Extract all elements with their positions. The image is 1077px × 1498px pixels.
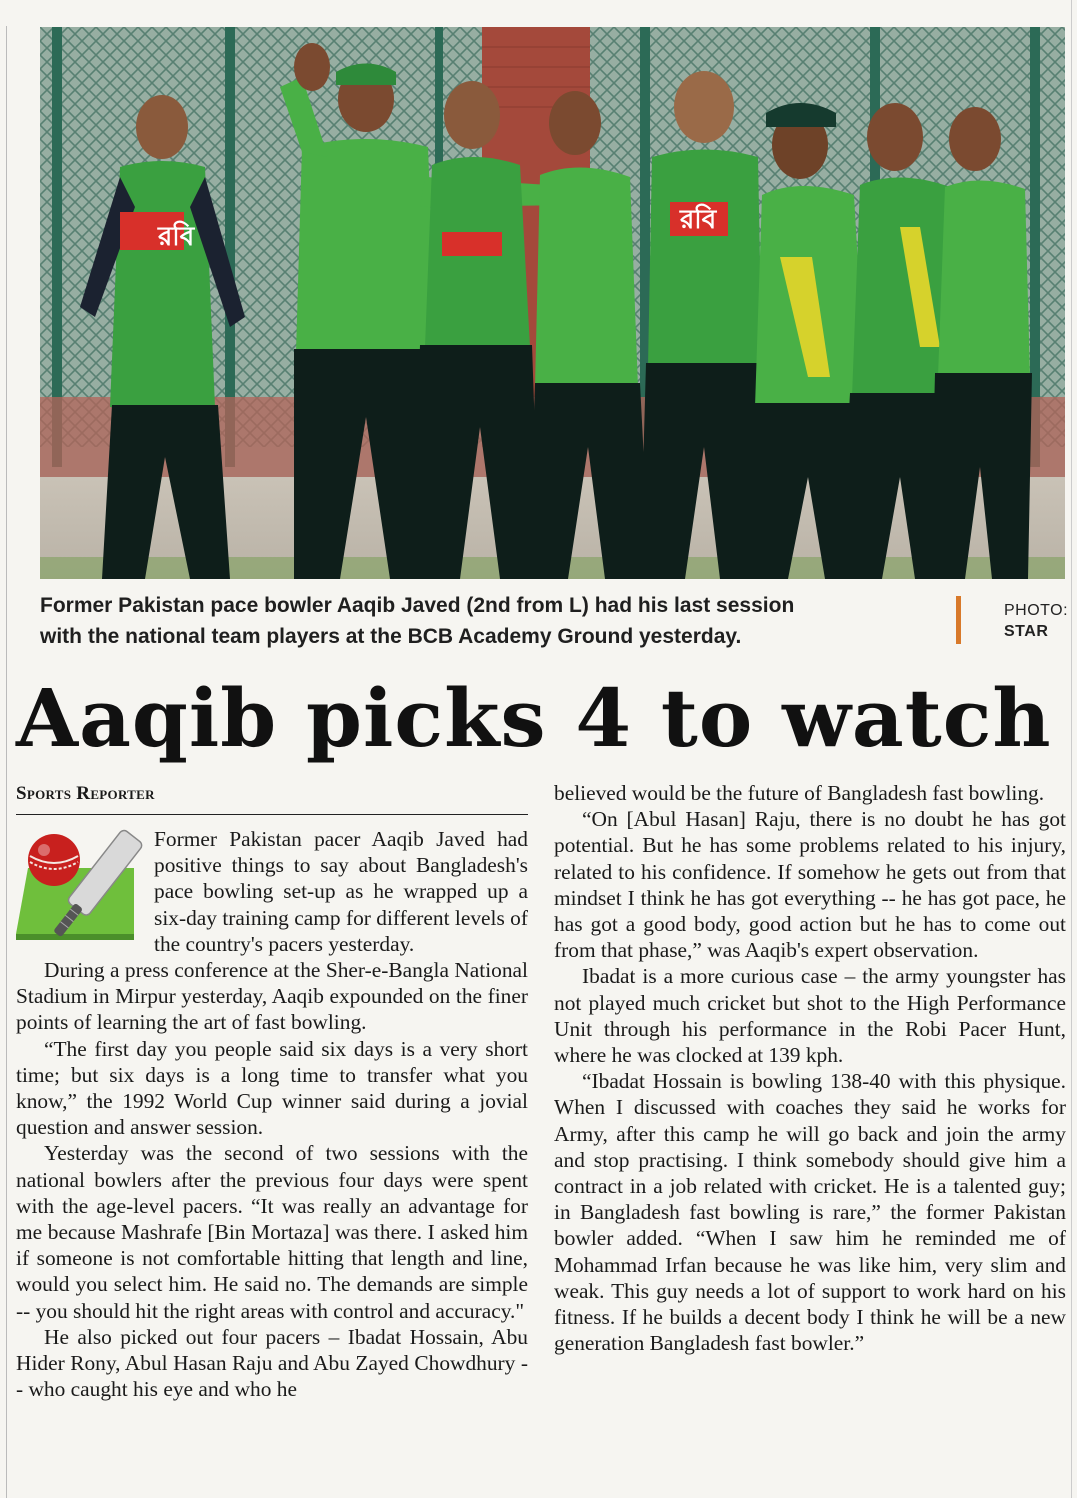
- page-right-rule: [1071, 0, 1072, 1498]
- article-column-right: [554, 780, 1066, 1356]
- article-paragraph: Yesterday was the second of two sessions with the national bowlers after the previous four days were spent with the age-level pacers. “It was really an advantage for me because Mashrafe [Bin Mortaza] was there. I asked him if someone is not comfortable hitting that length and line, would you select him. He said no. The demands are simple -- you should hit the right areas with control and accuracy.": [16, 1141, 528, 1323]
- photo-credit: [1004, 600, 1068, 642]
- photo-credit-source: STAR: [1004, 623, 1049, 640]
- headline: Aaqib picks 4 to watch: [16, 671, 1052, 765]
- byline-rule: [16, 814, 528, 815]
- article-paragraph: “Ibadat Hossain is bowling 138-40 with this physique. When I discussed with coaches they said he works for Army, after this camp he will go back and join the army and stop practising. I think somebody should give him a contract in a job related with cricket. He is a talented guy; in Bangladesh fast bowling is rare,” the former Pakistan bowler added. “When I saw him he reminded me of Mohammad Irfan because he was like him, very slim and weak. This guy needs a lot of support to work hard on his fitness. If he builds a decent body I think he will be a new generation Bangladesh fast bowler.”: [554, 1069, 1066, 1356]
- article-paragraph: Ibadat is a more curious case – the army youngster has not played much cricket but shot to the High Performance Unit through his performance in the Robi Pacer Hunt, where he was clocked at 139 kph.: [554, 964, 1066, 1068]
- jersey-logo-2: রবি: [680, 205, 717, 235]
- photo-caption: Former Pakistan pace bowler Aaqib Javed (2nd from L) had his last session with the national team players at the BCB Academy Ground yesterday.: [40, 594, 795, 648]
- article-column-left: [16, 826, 528, 1402]
- logo-space: [16, 826, 154, 957]
- article-paragraph: During a press conference at the Sher-e-Bangla National Stadium in Mirpur yesterday, Aaqib expounded on the finer points of learning the art of fast bowling.: [16, 958, 528, 1035]
- article-paragraph: believed would be the future of Bangladesh fast bowling.: [554, 781, 1045, 805]
- jersey-logo-1: রবি: [158, 222, 195, 252]
- team-photo: [40, 27, 1065, 579]
- article-paragraph: “The first day you people said six days is a very short time; but six days is a long time to transfer what you know,” the 1992 World Cup winner said during a jovial question and answer session.: [16, 1036, 528, 1140]
- article-paragraph: “On [Abul Hasan] Raju, there is no doubt he has got potential. But he has some problems related to his injury, related to his confidence. If somehow he gets out from that mindset I think he has got everything -- he has got pace, he has got a good body, good action but he has to come out from that phase,” was Aaqib's expert observation.: [554, 807, 1066, 963]
- article-paragraph: He also picked out four pacers – Ibadat Hossain, Abu Hider Rony, Abul Hasan Raju and Abu Zayed Chowdhury -- who caught his eye and who he: [16, 1324, 528, 1402]
- photo-credit-label: PHOTO:: [1004, 602, 1069, 619]
- article-paragraph: Former Pakistan pacer Aaqib Javed had positive things to say about Bangladesh's pace bowling set-up as he wrapped up a six-day training camp for different levels of the country's pacers yesterday.: [154, 827, 528, 956]
- byline: Sports Reporter: [16, 783, 155, 804]
- caption-divider: [956, 596, 961, 644]
- page-left-rule: [6, 26, 7, 1498]
